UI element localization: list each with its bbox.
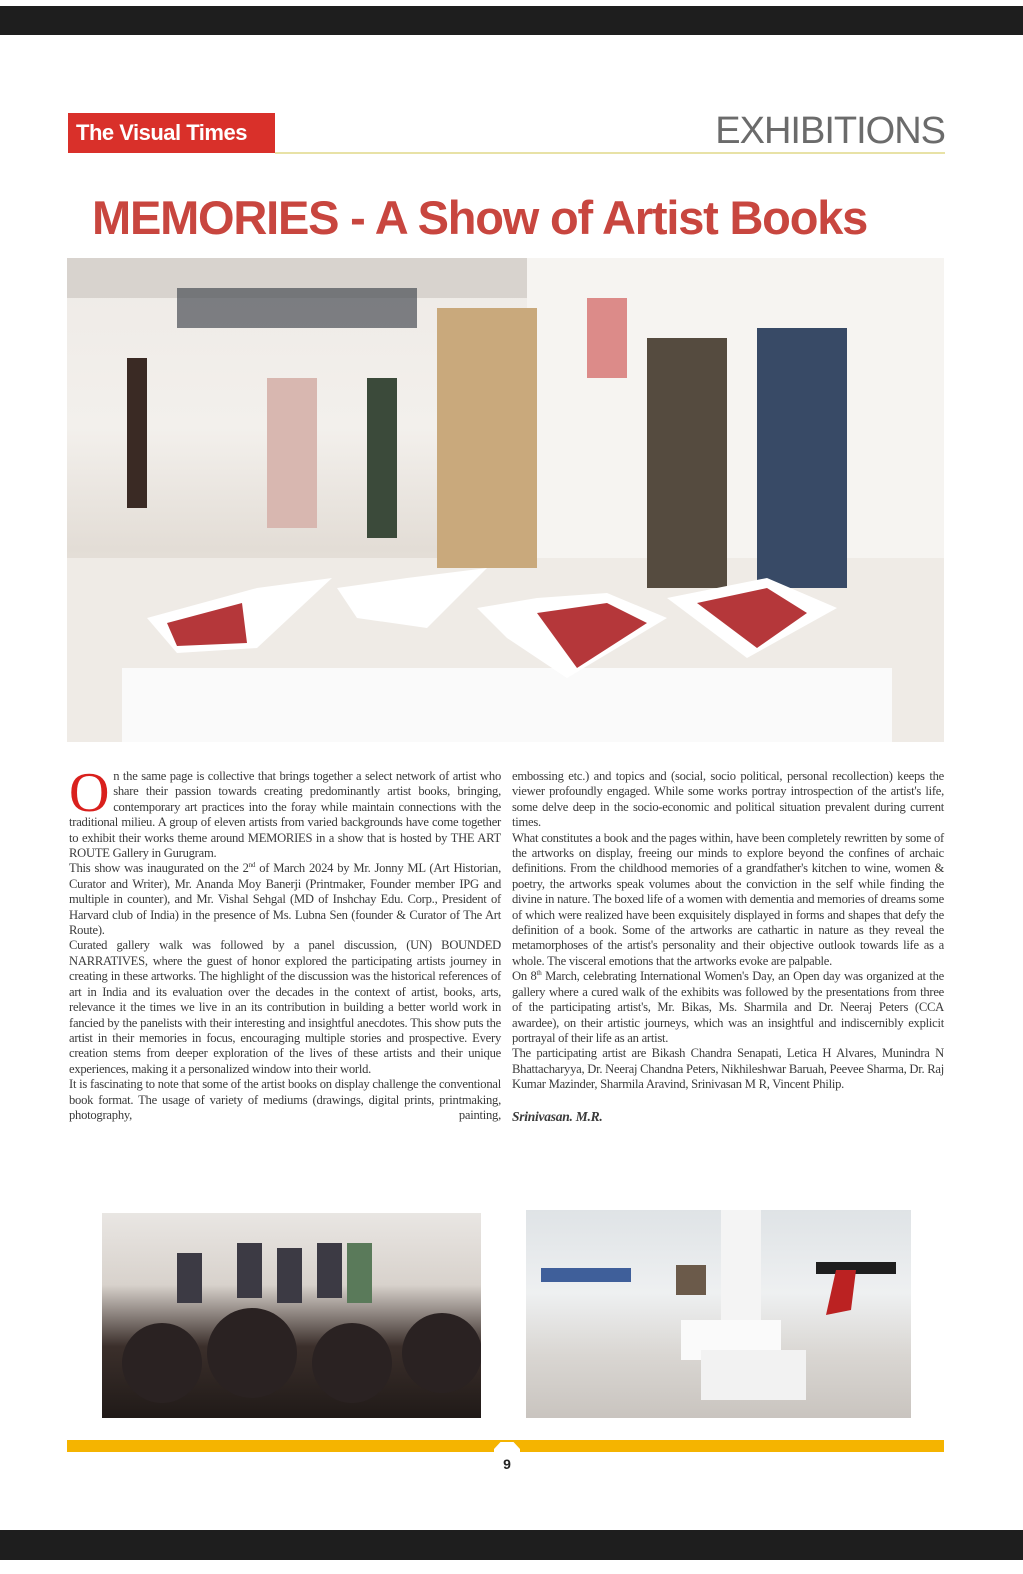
article-title	[92, 190, 922, 245]
publication-logo: The Visual Times	[68, 113, 275, 153]
paragraph-panel: Curated gallery walk was followed by a panel discussion, (UN) BOUNDED NARRATIVES, where the guest of honor explored the participating artists journey in creating in these artworks. The highlight of the discussion was the historical references of art in India and its evaluation over the decades in the context of artist, books, arts, relevance it the times we live in an its contribution in building a better world work in fancied by the panelists with their interesting and insightful anecdotes. This show puts the artist in their memories in focus, encouraging multiple stories and prospective. Every creation stems from deeper exploration of the lives of these artists and their unique experiences, making it a personalized window into their world.	[69, 938, 501, 1076]
paragraph-mediums-cont: embossing etc.) and topics and (social, socio political, personal recollection) keeps the viewer profoundly engaged. While some works portray introspection of the artist's life, some delve deep in the socio-economic and political situation prevalent during current times.	[512, 769, 944, 830]
title-bold: MEMORIES	[92, 191, 339, 244]
paragraph-womens-day	[512, 969, 944, 1046]
text: March, celebrating International Women's Day, an Open day was organized at the gallery where a cured walk of the exhibits was followed by the presentations from three of the participating artist's, Mr. Bikas, Ms. Sharmila and Dr. Neeraj Peters (CCA awardee), on their artistic journeys, which was an insightful and indiscernibly explicit portrayal of their life as an artist.	[512, 969, 944, 1045]
author-byline: Srinivasan. M.R.	[512, 1108, 603, 1124]
panel-scene-illustration	[102, 1213, 481, 1418]
superscript: nd	[248, 861, 256, 870]
text: of March 2024 by Mr. Jonny ML (Art Historian, Curator and Writer), Mr. Ananda Moy Banerji (Printmaker, Founder member IPG and multiple in counter), and Mr. Vishal Sehgal (MD of Inshchay Edu. Corp., President of Harvard club of India) in the presence of Ms. Lubna Sen (founder & Curator of The Art Route).	[69, 861, 501, 938]
text: This show was inaugurated on the 2	[69, 861, 249, 876]
paragraph-intro-text: n the same page is collective that brings together a select network of artist who share their passion towards creating predominantly artist books, bringing, contemporary art practices into the foray while maintain connections with the traditional milieu. A group of eleven artists from varied backgrounds have come together to exhibit their works theme around MEMORIES in a show that is hosted by THE ART ROUTE Gallery in Gurugram.	[69, 769, 501, 861]
paragraph-inauguration	[69, 861, 501, 938]
superscript: th	[536, 969, 542, 978]
section-heading: EXHIBITIONS	[715, 110, 945, 152]
paragraph-mediums: It is fascinating to note that some of the artist books on display challenge the conventional book format. The usage of variety of mediums (drawings, digital prints, printmaking, photography, painting,	[69, 1077, 501, 1122]
article-column-left	[69, 762, 501, 1123]
gallery-installation-photo	[526, 1210, 911, 1418]
drop-cap: O	[69, 762, 110, 824]
title-rest: - A Show of Artist Books	[338, 191, 868, 244]
panel-discussion-photo	[102, 1213, 481, 1418]
gallery-scene-illustration	[67, 258, 944, 742]
paragraph-book-definition: What constitutes a book and the pages within, have been completely rewritten by some of the artworks on display, freeing our minds to explore beyond the confines of archaic definitions. From the childhood memories of a grandfather's kitchen to wine, women & poetry, the artworks speak volumes about the conviction in the self while finding the divine in nature. The boxed life of a women with dementia and memories of dreams some of which were realized have been exquisitely displayed in forms and shapes that defy the definition of a book. Some of the artworks are cathartic in nature as they reveal the metamorphoses of the artist's personality and their objective outlook towards life as a whole. The visceral emotions that the artworks evoke are palpable.	[512, 830, 944, 968]
paragraph-artists: The participating artist are Bikash Chandra Senapati, Letica H Alvares, Munindra N Bhattacharyya, Dr. Neeraj Chandna Peters, Nikhileshwar Baruah, Peevee Sharma, Dr. Raj Kumar Mazinder, Sharmila Aravind, Srinivasan M R, Vincent Philip.	[512, 1046, 944, 1092]
page-number: 9	[503, 1456, 511, 1472]
main-exhibition-photo	[67, 258, 944, 742]
article-column-right	[512, 769, 944, 1124]
header-rule	[275, 152, 945, 154]
top-frame-bar	[0, 0, 1023, 35]
text: On 8	[512, 969, 537, 984]
paragraph-intro	[69, 762, 501, 861]
gallery-installation-illustration	[526, 1210, 911, 1418]
bottom-frame-bar	[0, 1530, 1023, 1560]
